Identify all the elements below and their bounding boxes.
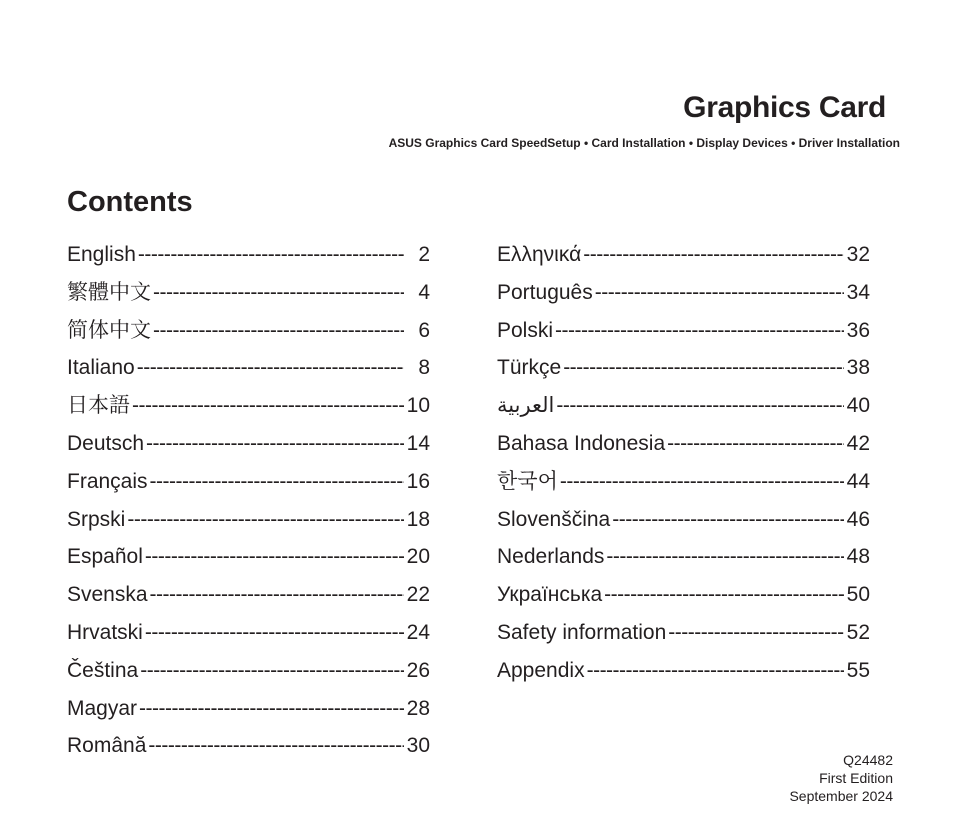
toc-entry[interactable] — [497, 425, 870, 463]
toc-entry[interactable] — [67, 349, 430, 387]
toc-entry[interactable] — [67, 312, 430, 350]
toc-entry-page: 34 — [846, 280, 870, 304]
toc-entry-page: 36 — [846, 318, 870, 342]
toc-entry[interactable] — [67, 576, 430, 614]
toc-entry-label: 繁體中文 — [67, 280, 151, 304]
toc-entry-page: 48 — [846, 545, 870, 569]
toc-dot-leader — [583, 236, 844, 274]
toc-entry-page: 26 — [406, 658, 430, 682]
toc-dot-leader — [150, 463, 404, 501]
toc-dot-leader — [556, 387, 844, 425]
toc-entry-label: Español — [67, 545, 143, 569]
toc-dot-leader — [668, 614, 844, 652]
toc-dot-leader — [612, 501, 844, 539]
toc-entry-label: العربية — [497, 394, 555, 418]
toc-entry[interactable] — [67, 690, 430, 728]
toc-entry[interactable] — [497, 538, 870, 576]
toc-dot-leader — [150, 576, 404, 614]
toc-dot-leader — [606, 538, 844, 576]
toc-entry-label: Polski — [497, 318, 554, 342]
toc-entry-label: Ελληνικά — [497, 243, 582, 266]
toc-dot-leader — [667, 425, 844, 463]
toc-entry-label: Français — [67, 469, 148, 493]
toc-entry-label: Safety information — [497, 620, 667, 644]
toc-entry-label: Čeština — [67, 658, 139, 682]
toc-entry-label: Magyar — [67, 696, 138, 720]
toc-entry-page: 20 — [406, 545, 430, 569]
toc-entry[interactable] — [67, 614, 430, 652]
toc-entry-page: 30 — [406, 734, 430, 758]
toc-dot-leader — [139, 690, 404, 728]
toc-dot-leader — [153, 274, 404, 312]
toc-entry-page: 40 — [846, 394, 870, 418]
toc-entry-label: Română — [67, 734, 147, 758]
toc-entry-label: Deutsch — [67, 431, 145, 455]
toc-entry[interactable] — [67, 652, 430, 690]
document-subtitle: ASUS Graphics Card SpeedSetup • Card Installation • Display Devices • Driver Installation — [388, 136, 900, 150]
toc-entry-page: 55 — [846, 658, 870, 682]
toc-entry[interactable] — [67, 274, 430, 312]
toc-column-right — [497, 236, 870, 690]
toc-entry-label: Slovenščina — [497, 507, 611, 531]
toc-dot-leader — [555, 312, 844, 350]
toc-entry-label: English — [67, 243, 136, 266]
toc-dot-leader — [563, 349, 844, 387]
toc-dot-leader — [127, 501, 404, 539]
document-title: Graphics Card — [683, 91, 886, 124]
toc-dot-leader — [560, 463, 844, 501]
toc-entry-label: Hrvatski — [67, 620, 143, 644]
toc-dot-leader — [140, 652, 404, 690]
toc-dot-leader — [132, 387, 404, 425]
toc-entry[interactable] — [67, 387, 430, 425]
publication-date: September 2024 — [789, 788, 893, 804]
toc-entry[interactable] — [67, 236, 430, 274]
toc-entry-page: 10 — [406, 394, 430, 418]
toc-entry[interactable] — [497, 349, 870, 387]
edition-label: First Edition — [819, 770, 893, 786]
toc-dot-leader — [137, 349, 404, 387]
toc-entry[interactable] — [497, 312, 870, 350]
toc-dot-leader — [145, 538, 404, 576]
toc-entry-page: 28 — [406, 696, 430, 720]
toc-entry-page: 52 — [846, 620, 870, 644]
toc-entry-label: Українська — [497, 583, 603, 607]
toc-entry[interactable] — [497, 614, 870, 652]
toc-entry[interactable] — [67, 501, 430, 539]
toc-entry-page: 24 — [406, 620, 430, 644]
toc-entry[interactable] — [497, 387, 870, 425]
toc-entry-label: Português — [497, 280, 593, 304]
toc-entry-label: 한국어 — [497, 469, 558, 493]
toc-dot-leader — [587, 652, 844, 690]
toc-entry-page: 16 — [406, 469, 430, 493]
toc-dot-leader — [604, 576, 844, 614]
toc-entry-label: Bahasa Indonesia — [497, 431, 666, 455]
toc-entry[interactable] — [497, 576, 870, 614]
toc-entry-label: 日本語 — [67, 394, 130, 418]
toc-entry-label: Italiano — [67, 356, 135, 380]
toc-entry-page: 14 — [406, 431, 430, 455]
toc-entry-page: 6 — [418, 318, 430, 342]
toc-entry-page: 4 — [418, 280, 430, 304]
imprint-block — [789, 751, 893, 805]
toc-entry-label: Nederlands — [497, 545, 605, 569]
toc-dot-leader — [153, 312, 404, 350]
toc-entry-page: 32 — [846, 243, 870, 266]
toc-entry[interactable] — [497, 501, 870, 539]
toc-entry-page: 38 — [846, 356, 870, 380]
toc-entry[interactable] — [67, 463, 430, 501]
toc-entry[interactable] — [497, 274, 870, 312]
toc-entry-label: Svenska — [67, 583, 148, 607]
manual-code: Q24482 — [843, 752, 893, 768]
toc-entry-page: 8 — [418, 356, 430, 380]
toc-entry[interactable] — [497, 463, 870, 501]
toc-entry[interactable] — [67, 538, 430, 576]
toc-dot-leader — [148, 727, 404, 765]
toc-entry-page: 18 — [406, 507, 430, 531]
toc-entry-page: 50 — [846, 583, 870, 607]
toc-entry-label: Appendix — [497, 658, 585, 682]
toc-dot-leader — [138, 236, 404, 274]
toc-entry-page: 46 — [846, 507, 870, 531]
toc-entry-page: 2 — [418, 243, 430, 266]
toc-dot-leader — [146, 425, 404, 463]
toc-entry-page: 44 — [846, 469, 870, 493]
toc-dot-leader — [145, 614, 404, 652]
toc-entry[interactable] — [67, 727, 430, 765]
toc-dot-leader — [595, 274, 844, 312]
toc-entry[interactable] — [497, 236, 870, 274]
toc-entry[interactable] — [67, 425, 430, 463]
toc-entry-label: Türkçe — [497, 356, 562, 380]
toc-entry-label: Srpski — [67, 507, 126, 531]
toc-entry-page: 42 — [846, 431, 870, 455]
toc-column-left — [67, 236, 430, 765]
contents-heading: Contents — [67, 186, 193, 218]
toc-entry-page: 22 — [406, 583, 430, 607]
toc-entry[interactable] — [497, 652, 870, 690]
toc-entry-label: 简体中文 — [67, 318, 151, 342]
